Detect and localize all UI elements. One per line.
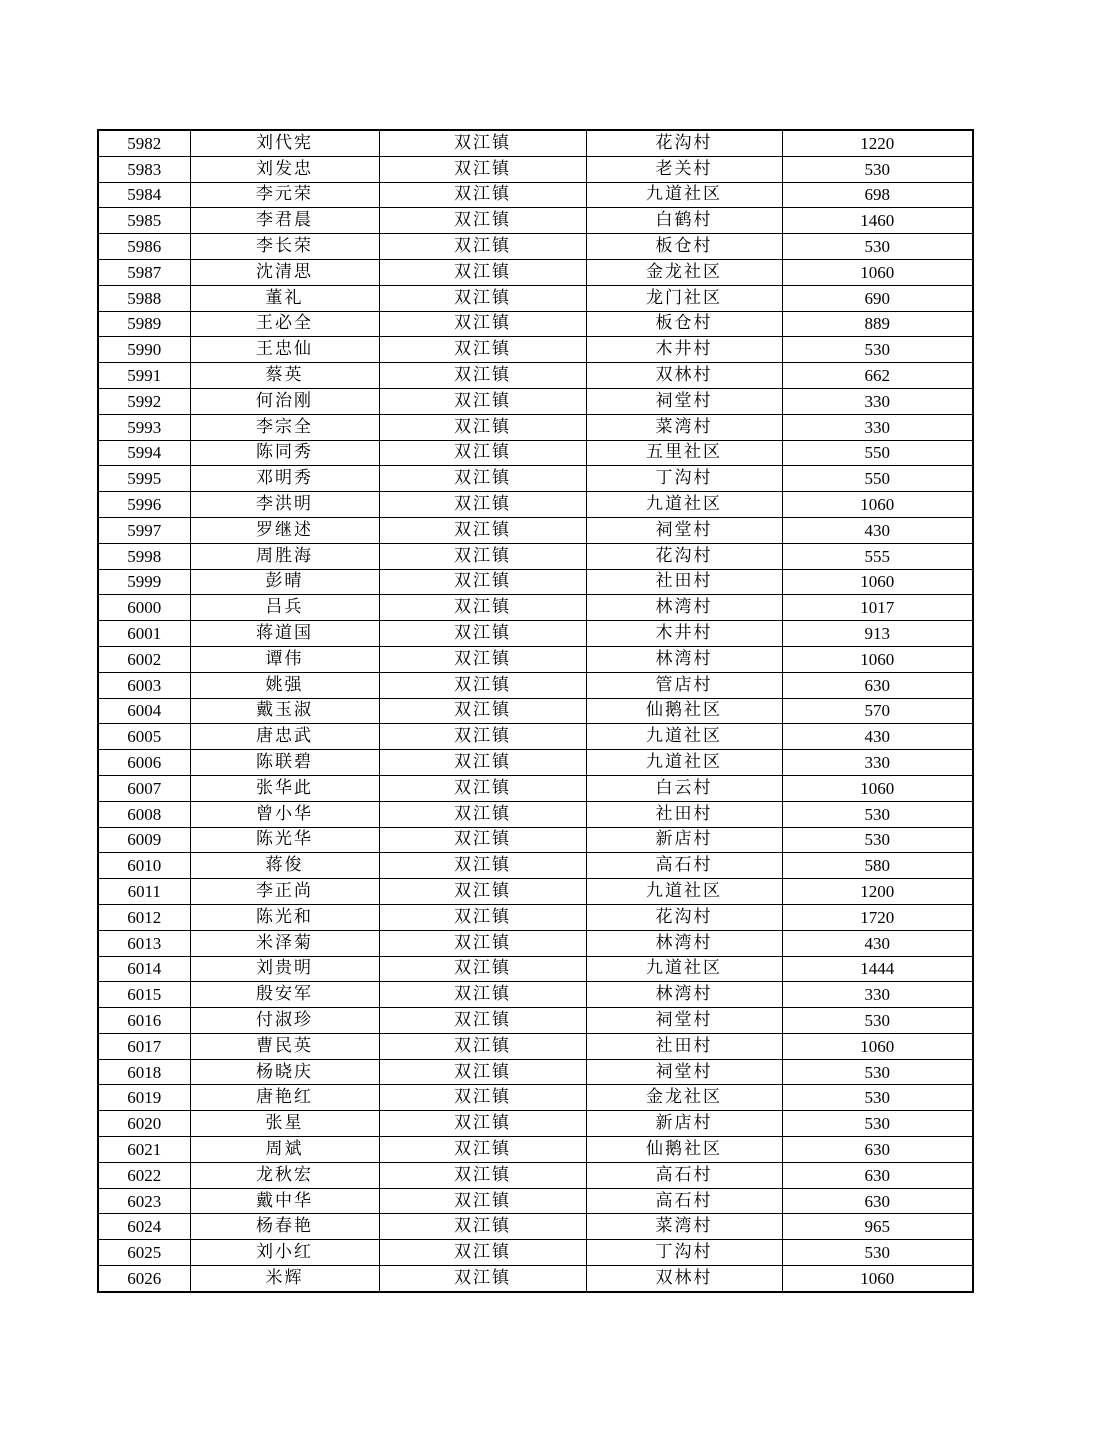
cell-village: 祠堂村 xyxy=(586,1059,782,1085)
cell-amount: 570 xyxy=(782,698,973,724)
table-row xyxy=(98,724,973,750)
table-row xyxy=(98,672,973,698)
cell-id: 6004 xyxy=(98,698,190,724)
table-row xyxy=(98,801,973,827)
cell-amount: 1017 xyxy=(782,595,973,621)
cell-id: 5983 xyxy=(98,156,190,182)
cell-amount: 1060 xyxy=(782,569,973,595)
table-row xyxy=(98,1240,973,1266)
cell-village: 白鹤村 xyxy=(586,208,782,234)
cell-id: 5992 xyxy=(98,388,190,414)
cell-town: 双江镇 xyxy=(379,672,586,698)
cell-amount: 1460 xyxy=(782,208,973,234)
table-row xyxy=(98,1214,973,1240)
cell-id: 6005 xyxy=(98,724,190,750)
cell-id: 6008 xyxy=(98,801,190,827)
data-table xyxy=(97,129,974,1293)
cell-village: 花沟村 xyxy=(586,904,782,930)
table-row xyxy=(98,646,973,672)
cell-amount: 580 xyxy=(782,853,973,879)
cell-town: 双江镇 xyxy=(379,1085,586,1111)
cell-amount: 662 xyxy=(782,363,973,389)
cell-id: 6018 xyxy=(98,1059,190,1085)
table-row xyxy=(98,1085,973,1111)
cell-name: 周胜海 xyxy=(190,543,379,569)
cell-town: 双江镇 xyxy=(379,904,586,930)
cell-amount: 530 xyxy=(782,1111,973,1137)
cell-name: 蔡英 xyxy=(190,363,379,389)
cell-town: 双江镇 xyxy=(379,1188,586,1214)
table-row xyxy=(98,853,973,879)
cell-town: 双江镇 xyxy=(379,1240,586,1266)
cell-town: 双江镇 xyxy=(379,1137,586,1163)
cell-town: 双江镇 xyxy=(379,1162,586,1188)
table-row xyxy=(98,311,973,337)
cell-id: 6002 xyxy=(98,646,190,672)
cell-amount: 913 xyxy=(782,621,973,647)
cell-id: 5991 xyxy=(98,363,190,389)
cell-name: 罗继述 xyxy=(190,517,379,543)
cell-amount: 330 xyxy=(782,982,973,1008)
cell-id: 6024 xyxy=(98,1214,190,1240)
cell-amount: 690 xyxy=(782,285,973,311)
cell-id: 5997 xyxy=(98,517,190,543)
cell-id: 5993 xyxy=(98,414,190,440)
cell-village: 社田村 xyxy=(586,1033,782,1059)
cell-village: 花沟村 xyxy=(586,543,782,569)
cell-name: 李长荣 xyxy=(190,234,379,260)
cell-name: 李洪明 xyxy=(190,492,379,518)
cell-village: 林湾村 xyxy=(586,982,782,1008)
cell-id: 6006 xyxy=(98,750,190,776)
cell-id: 6001 xyxy=(98,621,190,647)
table-row xyxy=(98,440,973,466)
cell-id: 5985 xyxy=(98,208,190,234)
table-row xyxy=(98,698,973,724)
cell-village: 九道社区 xyxy=(586,750,782,776)
cell-town: 双江镇 xyxy=(379,182,586,208)
cell-town: 双江镇 xyxy=(379,130,586,156)
cell-town: 双江镇 xyxy=(379,517,586,543)
cell-id: 6011 xyxy=(98,879,190,905)
cell-amount: 555 xyxy=(782,543,973,569)
cell-village: 老关村 xyxy=(586,156,782,182)
cell-village: 新店村 xyxy=(586,827,782,853)
cell-village: 金龙社区 xyxy=(586,259,782,285)
cell-amount: 1060 xyxy=(782,259,973,285)
cell-name: 王忠仙 xyxy=(190,337,379,363)
cell-village: 板仓村 xyxy=(586,234,782,260)
table-row xyxy=(98,827,973,853)
cell-name: 陈光和 xyxy=(190,904,379,930)
cell-village: 龙门社区 xyxy=(586,285,782,311)
cell-amount: 430 xyxy=(782,930,973,956)
cell-id: 5986 xyxy=(98,234,190,260)
cell-amount: 330 xyxy=(782,750,973,776)
cell-village: 林湾村 xyxy=(586,595,782,621)
cell-name: 戴玉淑 xyxy=(190,698,379,724)
cell-town: 双江镇 xyxy=(379,285,586,311)
table-row xyxy=(98,466,973,492)
table-row xyxy=(98,130,973,156)
cell-town: 双江镇 xyxy=(379,1059,586,1085)
cell-name: 曾小华 xyxy=(190,801,379,827)
cell-id: 5988 xyxy=(98,285,190,311)
table-row xyxy=(98,879,973,905)
cell-amount: 630 xyxy=(782,1188,973,1214)
cell-town: 双江镇 xyxy=(379,956,586,982)
cell-id: 5990 xyxy=(98,337,190,363)
cell-village: 新店村 xyxy=(586,1111,782,1137)
cell-village: 丁沟村 xyxy=(586,1240,782,1266)
cell-amount: 1720 xyxy=(782,904,973,930)
cell-name: 李正尚 xyxy=(190,879,379,905)
cell-name: 董礼 xyxy=(190,285,379,311)
table-row xyxy=(98,414,973,440)
cell-village: 社田村 xyxy=(586,801,782,827)
cell-id: 5989 xyxy=(98,311,190,337)
cell-amount: 1060 xyxy=(782,492,973,518)
table-row xyxy=(98,363,973,389)
table-row xyxy=(98,621,973,647)
cell-town: 双江镇 xyxy=(379,698,586,724)
cell-village: 菜湾村 xyxy=(586,1214,782,1240)
cell-town: 双江镇 xyxy=(379,569,586,595)
table-body xyxy=(98,130,973,1292)
cell-name: 陈同秀 xyxy=(190,440,379,466)
cell-town: 双江镇 xyxy=(379,311,586,337)
cell-id: 6003 xyxy=(98,672,190,698)
cell-village: 林湾村 xyxy=(586,930,782,956)
cell-id: 6021 xyxy=(98,1137,190,1163)
cell-amount: 630 xyxy=(782,1137,973,1163)
table-row xyxy=(98,775,973,801)
cell-town: 双江镇 xyxy=(379,259,586,285)
cell-id: 6000 xyxy=(98,595,190,621)
table-row xyxy=(98,982,973,1008)
cell-village: 木井村 xyxy=(586,621,782,647)
cell-name: 殷安军 xyxy=(190,982,379,1008)
cell-town: 双江镇 xyxy=(379,750,586,776)
cell-village: 高石村 xyxy=(586,1188,782,1214)
table-row xyxy=(98,595,973,621)
cell-name: 蒋道国 xyxy=(190,621,379,647)
table-row xyxy=(98,1188,973,1214)
cell-village: 双林村 xyxy=(586,1266,782,1292)
cell-village: 仙鹅社区 xyxy=(586,698,782,724)
cell-village: 祠堂村 xyxy=(586,517,782,543)
cell-town: 双江镇 xyxy=(379,156,586,182)
cell-id: 6016 xyxy=(98,1008,190,1034)
cell-id: 6017 xyxy=(98,1033,190,1059)
cell-town: 双江镇 xyxy=(379,363,586,389)
cell-name: 沈清思 xyxy=(190,259,379,285)
cell-village: 白云村 xyxy=(586,775,782,801)
cell-amount: 530 xyxy=(782,234,973,260)
cell-id: 6009 xyxy=(98,827,190,853)
cell-amount: 530 xyxy=(782,337,973,363)
cell-village: 管店村 xyxy=(586,672,782,698)
table-row xyxy=(98,569,973,595)
cell-id: 5984 xyxy=(98,182,190,208)
cell-village: 高石村 xyxy=(586,853,782,879)
table-row xyxy=(98,208,973,234)
cell-name: 刘贵明 xyxy=(190,956,379,982)
cell-name: 张星 xyxy=(190,1111,379,1137)
cell-town: 双江镇 xyxy=(379,775,586,801)
cell-village: 双林村 xyxy=(586,363,782,389)
cell-village: 九道社区 xyxy=(586,492,782,518)
cell-id: 5998 xyxy=(98,543,190,569)
cell-amount: 530 xyxy=(782,1008,973,1034)
cell-name: 米泽菊 xyxy=(190,930,379,956)
cell-name: 杨春艳 xyxy=(190,1214,379,1240)
cell-town: 双江镇 xyxy=(379,646,586,672)
table-row xyxy=(98,1033,973,1059)
cell-name: 彭晴 xyxy=(190,569,379,595)
table-row xyxy=(98,388,973,414)
cell-amount: 550 xyxy=(782,440,973,466)
cell-name: 李宗全 xyxy=(190,414,379,440)
cell-id: 5995 xyxy=(98,466,190,492)
cell-name: 陈联碧 xyxy=(190,750,379,776)
cell-id: 6010 xyxy=(98,853,190,879)
table-row xyxy=(98,1266,973,1292)
cell-id: 5994 xyxy=(98,440,190,466)
cell-village: 九道社区 xyxy=(586,182,782,208)
cell-name: 戴中华 xyxy=(190,1188,379,1214)
table-row xyxy=(98,156,973,182)
cell-id: 5996 xyxy=(98,492,190,518)
cell-id: 6026 xyxy=(98,1266,190,1292)
cell-id: 5982 xyxy=(98,130,190,156)
cell-name: 刘发忠 xyxy=(190,156,379,182)
cell-amount: 530 xyxy=(782,827,973,853)
cell-village: 花沟村 xyxy=(586,130,782,156)
cell-name: 谭伟 xyxy=(190,646,379,672)
cell-id: 6015 xyxy=(98,982,190,1008)
cell-town: 双江镇 xyxy=(379,982,586,1008)
cell-amount: 889 xyxy=(782,311,973,337)
cell-amount: 1060 xyxy=(782,775,973,801)
cell-id: 6025 xyxy=(98,1240,190,1266)
cell-amount: 965 xyxy=(782,1214,973,1240)
cell-village: 高石村 xyxy=(586,1162,782,1188)
cell-town: 双江镇 xyxy=(379,1033,586,1059)
cell-name: 陈光华 xyxy=(190,827,379,853)
table-row xyxy=(98,1059,973,1085)
cell-village: 仙鹅社区 xyxy=(586,1137,782,1163)
cell-name: 刘代宪 xyxy=(190,130,379,156)
cell-village: 金龙社区 xyxy=(586,1085,782,1111)
cell-town: 双江镇 xyxy=(379,930,586,956)
cell-amount: 530 xyxy=(782,801,973,827)
cell-village: 木井村 xyxy=(586,337,782,363)
cell-name: 付淑珍 xyxy=(190,1008,379,1034)
cell-amount: 530 xyxy=(782,156,973,182)
cell-name: 李君晨 xyxy=(190,208,379,234)
cell-name: 唐艳红 xyxy=(190,1085,379,1111)
table-row xyxy=(98,1008,973,1034)
cell-town: 双江镇 xyxy=(379,801,586,827)
cell-village: 板仓村 xyxy=(586,311,782,337)
cell-name: 曹民英 xyxy=(190,1033,379,1059)
cell-name: 何治刚 xyxy=(190,388,379,414)
cell-amount: 430 xyxy=(782,724,973,750)
cell-town: 双江镇 xyxy=(379,388,586,414)
cell-town: 双江镇 xyxy=(379,879,586,905)
cell-village: 社田村 xyxy=(586,569,782,595)
cell-amount: 330 xyxy=(782,388,973,414)
cell-village: 九道社区 xyxy=(586,956,782,982)
cell-town: 双江镇 xyxy=(379,234,586,260)
table-row xyxy=(98,285,973,311)
cell-town: 双江镇 xyxy=(379,492,586,518)
cell-town: 双江镇 xyxy=(379,1008,586,1034)
cell-id: 6013 xyxy=(98,930,190,956)
cell-town: 双江镇 xyxy=(379,1111,586,1137)
table-row xyxy=(98,904,973,930)
cell-amount: 530 xyxy=(782,1085,973,1111)
cell-amount: 1220 xyxy=(782,130,973,156)
cell-village: 九道社区 xyxy=(586,724,782,750)
cell-amount: 430 xyxy=(782,517,973,543)
cell-town: 双江镇 xyxy=(379,1214,586,1240)
cell-name: 姚强 xyxy=(190,672,379,698)
table-row xyxy=(98,956,973,982)
table-row xyxy=(98,182,973,208)
cell-amount: 1444 xyxy=(782,956,973,982)
cell-name: 李元荣 xyxy=(190,182,379,208)
cell-amount: 530 xyxy=(782,1059,973,1085)
cell-id: 6020 xyxy=(98,1111,190,1137)
cell-name: 周斌 xyxy=(190,1137,379,1163)
cell-amount: 330 xyxy=(782,414,973,440)
cell-id: 6022 xyxy=(98,1162,190,1188)
cell-id: 5999 xyxy=(98,569,190,595)
cell-name: 龙秋宏 xyxy=(190,1162,379,1188)
cell-amount: 1060 xyxy=(782,646,973,672)
cell-village: 五里社区 xyxy=(586,440,782,466)
cell-village: 祠堂村 xyxy=(586,388,782,414)
cell-amount: 530 xyxy=(782,1240,973,1266)
cell-name: 邓明秀 xyxy=(190,466,379,492)
cell-amount: 550 xyxy=(782,466,973,492)
table-row xyxy=(98,517,973,543)
cell-amount: 698 xyxy=(782,182,973,208)
cell-amount: 1060 xyxy=(782,1033,973,1059)
table-row xyxy=(98,337,973,363)
cell-amount: 630 xyxy=(782,1162,973,1188)
table-row xyxy=(98,234,973,260)
cell-name: 张华此 xyxy=(190,775,379,801)
cell-id: 6012 xyxy=(98,904,190,930)
cell-id: 6019 xyxy=(98,1085,190,1111)
cell-amount: 1060 xyxy=(782,1266,973,1292)
cell-town: 双江镇 xyxy=(379,595,586,621)
cell-name: 刘小红 xyxy=(190,1240,379,1266)
table-row xyxy=(98,1137,973,1163)
cell-name: 王必全 xyxy=(190,311,379,337)
cell-town: 双江镇 xyxy=(379,827,586,853)
cell-town: 双江镇 xyxy=(379,466,586,492)
cell-town: 双江镇 xyxy=(379,621,586,647)
cell-town: 双江镇 xyxy=(379,414,586,440)
cell-amount: 630 xyxy=(782,672,973,698)
cell-village: 林湾村 xyxy=(586,646,782,672)
table-row xyxy=(98,543,973,569)
table-row xyxy=(98,1111,973,1137)
cell-name: 米辉 xyxy=(190,1266,379,1292)
table-row xyxy=(98,1162,973,1188)
cell-id: 6007 xyxy=(98,775,190,801)
cell-town: 双江镇 xyxy=(379,337,586,363)
cell-village: 丁沟村 xyxy=(586,466,782,492)
cell-name: 杨晓庆 xyxy=(190,1059,379,1085)
table-row xyxy=(98,259,973,285)
cell-id: 6014 xyxy=(98,956,190,982)
cell-town: 双江镇 xyxy=(379,724,586,750)
cell-village: 祠堂村 xyxy=(586,1008,782,1034)
cell-village: 九道社区 xyxy=(586,879,782,905)
cell-name: 吕兵 xyxy=(190,595,379,621)
cell-town: 双江镇 xyxy=(379,208,586,234)
cell-name: 唐忠武 xyxy=(190,724,379,750)
cell-name: 蒋俊 xyxy=(190,853,379,879)
table-row xyxy=(98,930,973,956)
cell-id: 6023 xyxy=(98,1188,190,1214)
cell-town: 双江镇 xyxy=(379,1266,586,1292)
cell-village: 菜湾村 xyxy=(586,414,782,440)
cell-town: 双江镇 xyxy=(379,853,586,879)
cell-id: 5987 xyxy=(98,259,190,285)
table-row xyxy=(98,492,973,518)
cell-town: 双江镇 xyxy=(379,543,586,569)
cell-town: 双江镇 xyxy=(379,440,586,466)
cell-amount: 1200 xyxy=(782,879,973,905)
table-row xyxy=(98,750,973,776)
